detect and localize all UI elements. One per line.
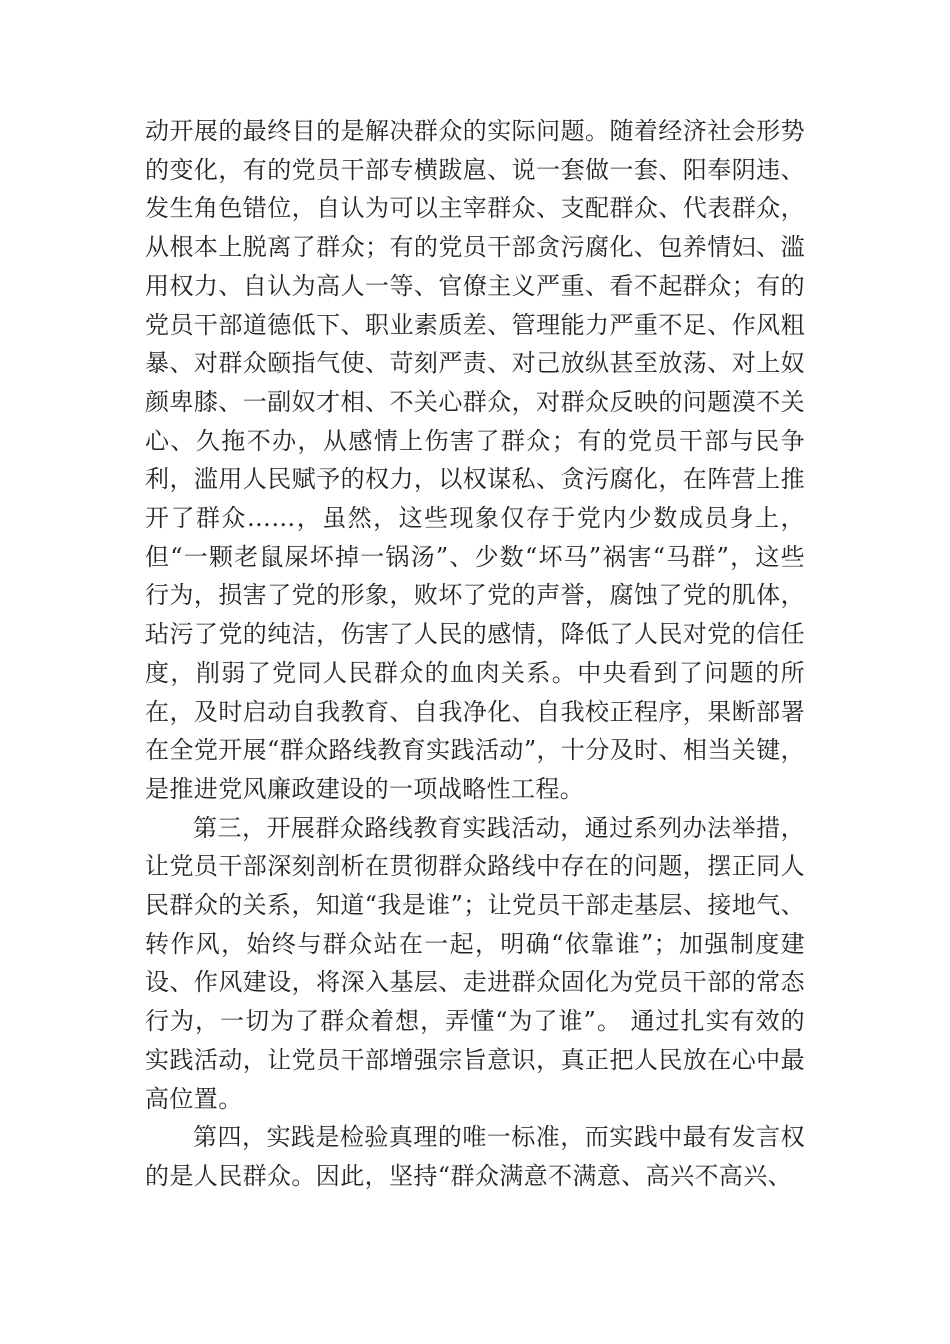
paragraph-continuation: 动开展的最终目的是解决群众的实际问题。随着经济社会形势的变化，有的党员干部专横跋扈、说一套做一套、阳奉阴违、发生角色错位，自认为可以主宰群众、支配群众、代表群众，从根本上脱离了群众；有的党员干部贪污腐化、包养情妇、滥用权力、自认为高人一等、官僚主义严重、看不起群众；有的党员干部道德低下、职业素质差、管理能力严重不足、作风粗暴、对群众颐指气使、苛刻严责、对己放纵甚至放荡、对上奴颜卑膝、一副奴才相、不关心群众，对群众反映的问题漠不关心、久拖不办，从感情上伤害了群众；有的党员干部与民争利，滥用人民赋予的权力，以权谋私、贪污腐化，在阵营上推开了群众……，虽然，这些现象仅存于党内少数成员身上，但“一颗老鼠屎坏掉一锅汤”、少数“坏马”祸害“马群”，这些行为，损害了党的形象，败坏了党的声誉，腐蚀了党的肌体，玷污了党的纯洁，伤害了人民的感情，降低了人民对党的信任度，削弱了党同人民群众的血肉关系。中央看到了问题的所在，及时启动自我教育、自我净化、自我校正程序，果断部署在全党开展“群众路线教育实践活动”，十分及时、相当关键，是推进党风廉政建设的一项战略性工程。 — [145, 117, 805, 803]
document-page — [145, 112, 805, 1196]
paragraph-point-four: 第四，实践是检验真理的唯一标准，而实践中最有发言权的是人民群众。因此，坚持“群众满意不满意、高兴不高兴、 — [145, 1123, 805, 1190]
paragraph-point-three: 第三，开展群众路线教育实践活动，通过系列办法举措，让党员干部深刻剖析在贯彻群众路线中存在的问题，摆正同人民群众的关系，知道“我是谁”；让党员干部走基层、接地气、转作风，始终与群众站在一起，明确“依靠谁”；加强制度建设、作风建设，将深入基层、走进群众固化为党员干部的常态行为，一切为了群众着想，弄懂“为了谁”。 通过扎实有效的实践活动，让党员干部增强宗旨意识，真正把人民放在心中最高位置。 — [145, 813, 805, 1113]
